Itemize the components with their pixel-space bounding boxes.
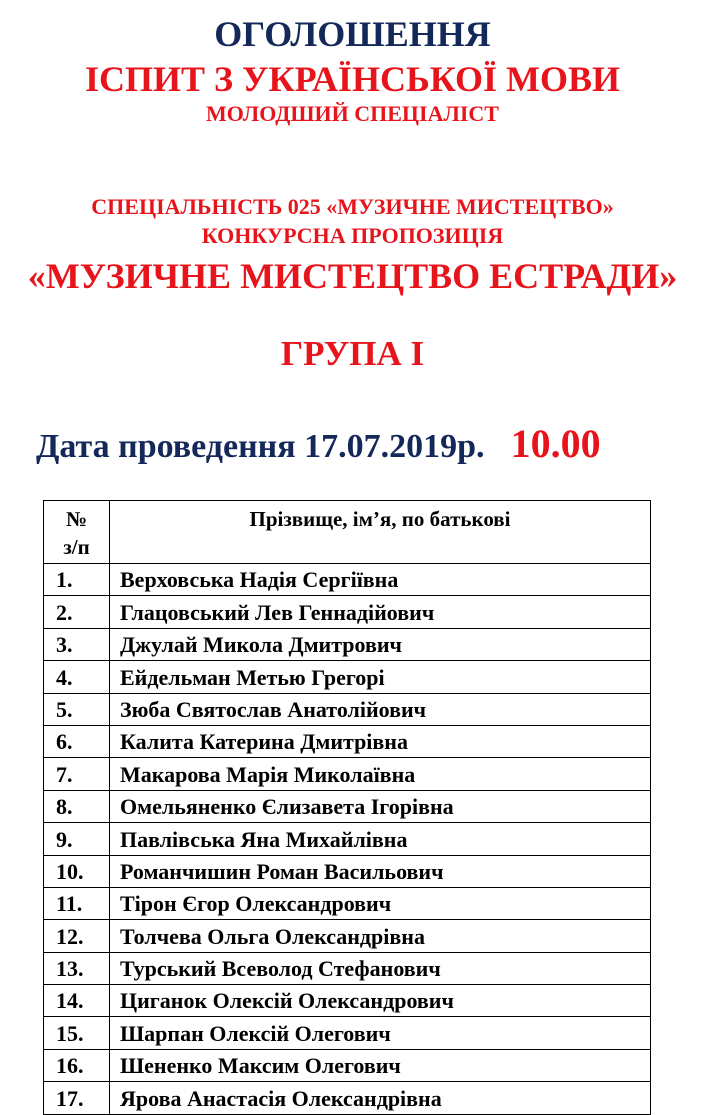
applicant-name: Ейдельман Метью Грегорі (110, 661, 651, 693)
row-number: 4. (44, 661, 110, 693)
applicant-name: Калита Катерина Дмитрівна (110, 725, 651, 757)
row-number: 13. (44, 952, 110, 984)
applicant-name: Верховська Надія Сергіївна (110, 564, 651, 596)
applicant-name: Шененко Максим Олегович (110, 1049, 651, 1081)
table-row (44, 725, 651, 757)
table-row (44, 952, 651, 984)
applicant-name: Макарова Марія Миколаївна (110, 758, 651, 790)
row-number: 3. (44, 628, 110, 660)
group-title: ГРУПА І (280, 334, 425, 373)
row-number: 16. (44, 1049, 110, 1081)
row-number: 10. (44, 855, 110, 887)
table-row (44, 758, 651, 790)
applicant-name: Толчева Ольга Олександрівна (110, 920, 651, 952)
applicant-name: Глацовський Лев Геннадійович (110, 596, 651, 628)
table-row (44, 628, 651, 660)
table-row (44, 1049, 651, 1081)
row-number: 2. (44, 596, 110, 628)
exam-date-label: Дата проведення 17.07.2019р. (36, 428, 485, 465)
table-row (44, 985, 651, 1017)
applicant-name: Джулай Микола Дмитрович (110, 628, 651, 660)
column-header-number (44, 501, 110, 564)
applicant-name: Омельяненко Єлизавета Ігорівна (110, 790, 651, 822)
table-row (44, 855, 651, 887)
table-row (44, 564, 651, 596)
column-header-number-label: № з/п (63, 507, 90, 559)
exam-date-line (36, 421, 601, 466)
education-level: МОЛОДШИЙ СПЕЦІАЛІСТ (206, 101, 499, 126)
exam-title: ІСПИТ З УКРАЇНСЬКОЇ МОВИ (85, 59, 620, 99)
applicants-list (44, 564, 651, 1115)
row-number: 7. (44, 758, 110, 790)
column-header-name: Прізвище, ім’я, по батькові (110, 501, 651, 564)
applicant-name: Зюба Святослав Анатолійович (110, 693, 651, 725)
table-row (44, 1017, 651, 1049)
applicant-name: Циганок Олексій Олександрович (110, 985, 651, 1017)
program-title: «МУЗИЧНЕ МИСТЕЦТВО ЕСТРАДИ» (27, 256, 678, 296)
row-number: 11. (44, 887, 110, 919)
table-row (44, 790, 651, 822)
applicant-name: Тірон Єгор Олександрович (110, 887, 651, 919)
competitive-proposal-line: КОНКУРСНА ПРОПОЗИЦІЯ (201, 223, 504, 248)
row-number: 15. (44, 1017, 110, 1049)
row-number: 14. (44, 985, 110, 1017)
row-number: 5. (44, 693, 110, 725)
exam-time: 10.00 (510, 421, 601, 466)
row-number: 6. (44, 725, 110, 757)
table-row (44, 823, 651, 855)
table-row (44, 596, 651, 628)
row-number: 9. (44, 823, 110, 855)
applicant-name: Павлівська Яна Михайлівна (110, 823, 651, 855)
table-row (44, 661, 651, 693)
table-row (44, 693, 651, 725)
row-number: 1. (44, 564, 110, 596)
applicants-table (43, 500, 651, 1115)
table-row (44, 920, 651, 952)
specialty-line: СПЕЦІАЛЬНІСТЬ 025 «МУЗИЧНЕ МИСТЕЦТВО» (91, 194, 614, 219)
applicant-name: Шарпан Олексій Олегович (110, 1017, 651, 1049)
row-number: 8. (44, 790, 110, 822)
table-row (44, 1082, 651, 1114)
table-row (44, 887, 651, 919)
announcement-title: ОГОЛОШЕННЯ (214, 14, 491, 54)
applicant-name: Романчишин Роман Васильович (110, 855, 651, 887)
row-number: 12. (44, 920, 110, 952)
applicant-name: Ярова Анастасія Олександрівна (110, 1082, 651, 1114)
row-number: 17. (44, 1082, 110, 1114)
table-header-row (44, 501, 651, 564)
applicant-name: Турський Всеволод Стефанович (110, 952, 651, 984)
